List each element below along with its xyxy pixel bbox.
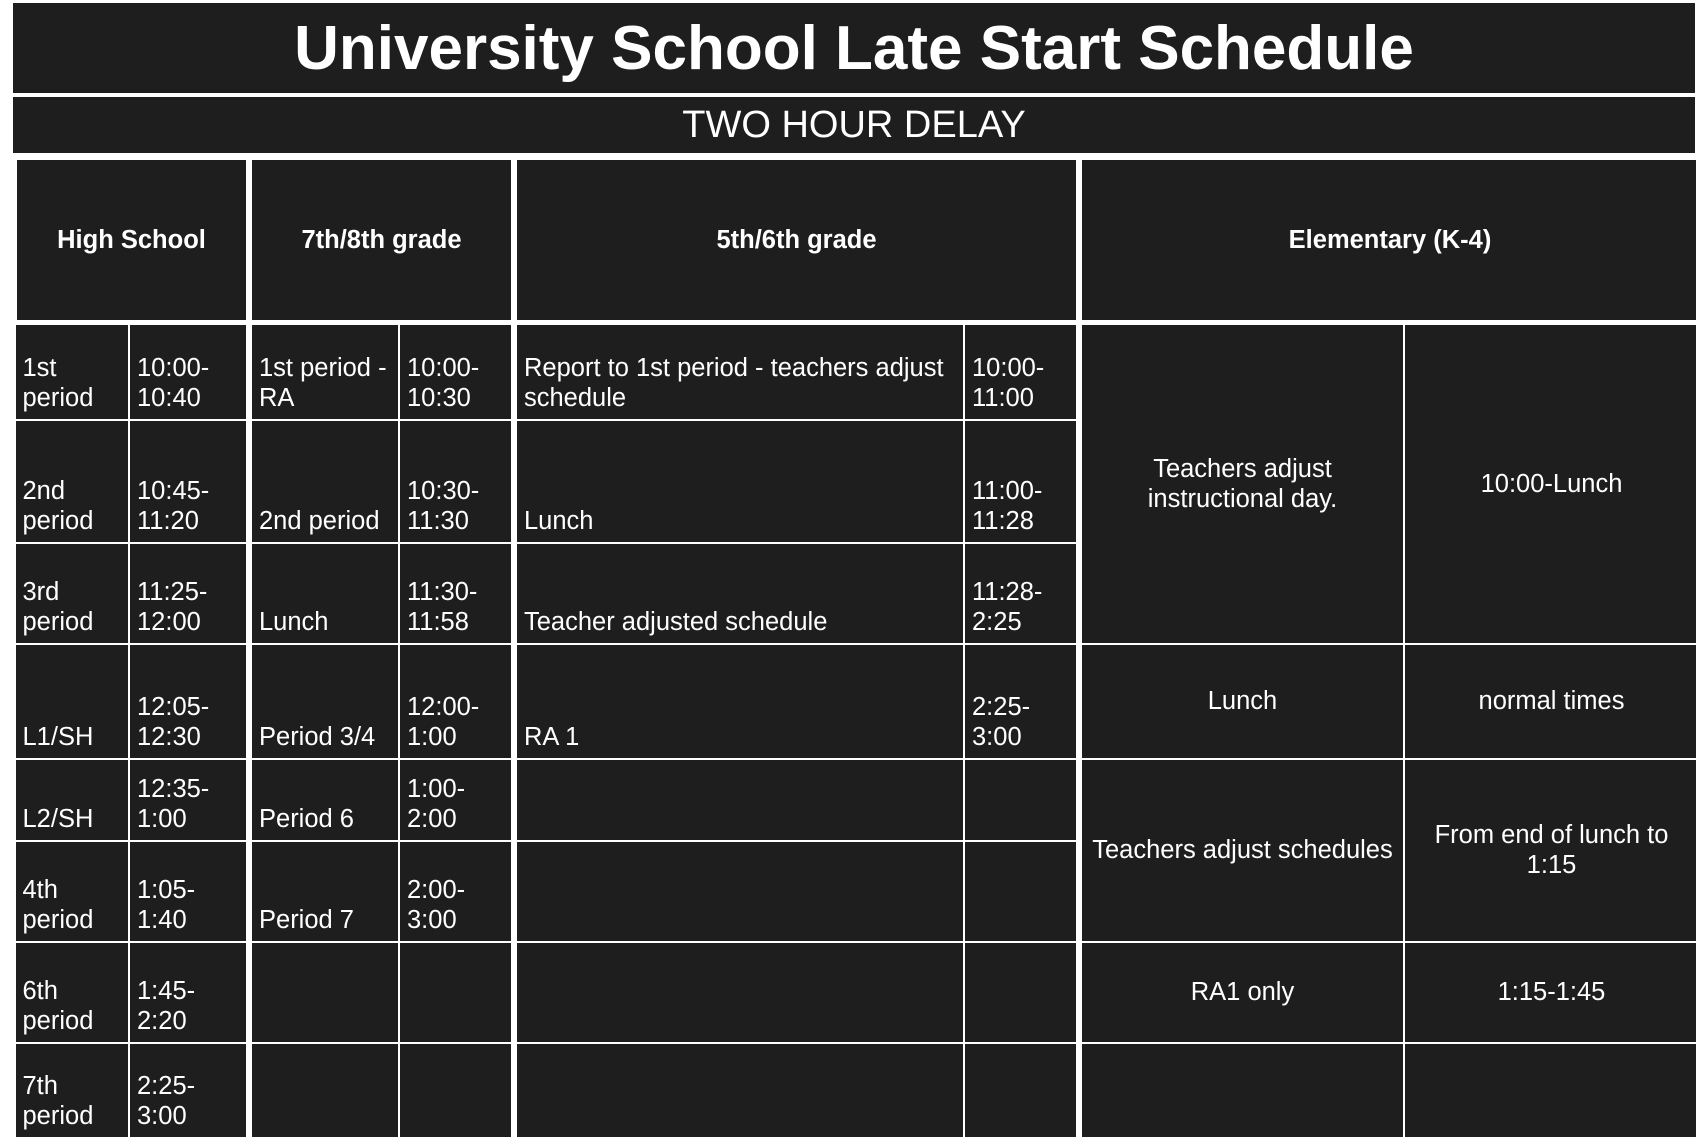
- hs-time: 12:35-1:00: [129, 759, 249, 842]
- g56-empty: [514, 1043, 964, 1140]
- g56-time: 11:00-11:28: [964, 420, 1079, 543]
- hs-time: 11:25-12:00: [129, 543, 249, 644]
- g78-empty: [399, 1043, 514, 1140]
- g56-empty: [514, 841, 964, 942]
- g56-period: Teacher adjusted schedule: [514, 543, 964, 644]
- g78-time: 10:00-10:30: [399, 323, 514, 421]
- g78-period: 2nd period: [249, 420, 399, 543]
- elem-empty: [1079, 1043, 1404, 1140]
- g78-period: 1st period - RA: [249, 323, 399, 421]
- column-header-grade-5-6: 5th/6th grade: [514, 158, 1079, 323]
- elem-time: From end of lunch to 1:15: [1404, 759, 1696, 942]
- table-row: [14, 644, 1696, 759]
- elem-activity: Teachers adjust instructional day.: [1079, 323, 1404, 644]
- column-header-high-school: High School: [14, 158, 249, 323]
- g78-empty: [399, 942, 514, 1043]
- hs-period: 6th period: [14, 942, 129, 1043]
- hs-time: 1:45-2:20: [129, 942, 249, 1043]
- g78-time: 1:00-2:00: [399, 759, 514, 842]
- g78-period: Period 6: [249, 759, 399, 842]
- hs-time: 10:45-11:20: [129, 420, 249, 543]
- hs-period: L1/SH: [14, 644, 129, 759]
- hs-period: 4th period: [14, 841, 129, 942]
- hs-time: 12:05-12:30: [129, 644, 249, 759]
- column-header-grade-7-8: 7th/8th grade: [249, 158, 514, 323]
- g78-time: 12:00-1:00: [399, 644, 514, 759]
- table-row: [14, 1043, 1696, 1140]
- g56-period: RA 1: [514, 644, 964, 759]
- table-row: [14, 323, 1696, 421]
- g56-empty: [514, 942, 964, 1043]
- elem-activity: Teachers adjust schedules: [1079, 759, 1404, 942]
- hs-period: 2nd period: [14, 420, 129, 543]
- page-subtitle: TWO HOUR DELAY: [13, 97, 1695, 153]
- g78-empty: [249, 942, 399, 1043]
- hs-period: 1st period: [14, 323, 129, 421]
- hs-time: 10:00-10:40: [129, 323, 249, 421]
- table-row: [14, 759, 1696, 842]
- g56-empty: [964, 841, 1079, 942]
- g56-empty: [964, 1043, 1079, 1140]
- hs-time: 2:25-3:00: [129, 1043, 249, 1140]
- hs-period: 3rd period: [14, 543, 129, 644]
- g78-time: 2:00-3:00: [399, 841, 514, 942]
- schedule-table: [11, 155, 1696, 1142]
- g78-time: 11:30-11:58: [399, 543, 514, 644]
- g78-period: Period 3/4: [249, 644, 399, 759]
- g56-empty: [514, 759, 964, 842]
- g56-period: Report to 1st period - teachers adjust schedule: [514, 323, 964, 421]
- hs-period: 7th period: [14, 1043, 129, 1140]
- elem-activity: Lunch: [1079, 644, 1404, 759]
- g78-time: 10:30-11:30: [399, 420, 514, 543]
- g56-period: Lunch: [514, 420, 964, 543]
- table-row: [14, 942, 1696, 1043]
- elem-empty: [1404, 1043, 1696, 1140]
- hs-time: 1:05-1:40: [129, 841, 249, 942]
- g56-empty: [964, 942, 1079, 1043]
- column-header-elementary: Elementary (K-4): [1079, 158, 1696, 323]
- g56-time: 10:00-11:00: [964, 323, 1079, 421]
- g78-empty: [249, 1043, 399, 1140]
- g78-period: Lunch: [249, 543, 399, 644]
- hs-period: L2/SH: [14, 759, 129, 842]
- g56-time: 2:25-3:00: [964, 644, 1079, 759]
- elem-time: normal times: [1404, 644, 1696, 759]
- elem-time: 10:00-Lunch: [1404, 323, 1696, 644]
- g56-empty: [964, 759, 1079, 842]
- elem-time: 1:15-1:45: [1404, 942, 1696, 1043]
- g78-period: Period 7: [249, 841, 399, 942]
- header-row: [14, 158, 1696, 323]
- elem-activity: RA1 only: [1079, 942, 1404, 1043]
- page-title: University School Late Start Schedule: [13, 3, 1695, 93]
- g56-time: 11:28-2:25: [964, 543, 1079, 644]
